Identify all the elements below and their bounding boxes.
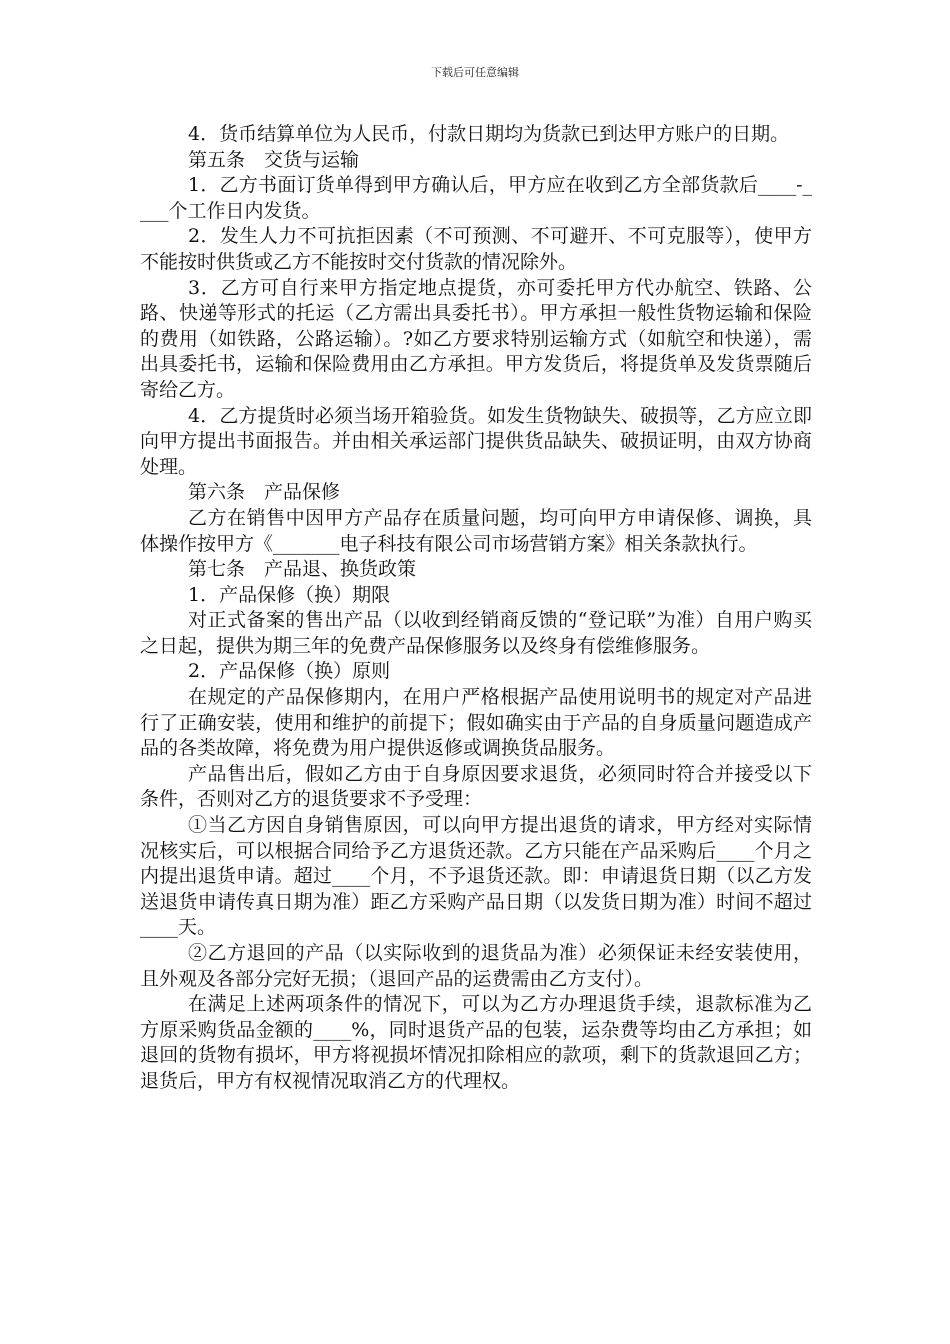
page-header: 下载后可任意编辑 <box>431 66 519 79</box>
paragraph-pickup-shipping: 3．乙方可自行来甲方指定地点提货，亦可委托甲方代办航空、铁路、公路、快递等形式的托运（乙方需出具委托书）。甲方承担一般性货物运输和保险的费用（如铁路，公路运输）。?如乙方要求特别运输方式（如航空和快递），需出具委托书，运输和保险费用由乙方承担。甲方发货后，将提货单及发货票随后寄给乙方。 <box>140 276 812 401</box>
section-heading-article-6: 第六条 产品保修 <box>188 481 341 504</box>
paragraph-return-condition-1: ①当乙方因自身销售原因，可以向甲方提出退货的请求，甲方经对实际情况核实后，可以根据合同给予乙方退货还款。乙方只能在产品采购后____个月之内提出退货申请。超过____个月，不予退货还款。即：申请退货日期（以乙方发送退货申请传真日期为准）距乙方采购产品日期（以发货日期为准）时间不超过____天。 <box>140 814 812 939</box>
paragraph-warranty-principle: 在规定的产品保修期内，在用户严格根据产品使用说明书的规定对产品进行了正确安装，使用和维护的前提下；假如确实由于产品的自身质量问题造成产品的各类故障，将免费为用户提供返修或调换货品服务。 <box>140 686 812 760</box>
paragraph-inspection: 4．乙方提货时必须当场开箱验货。如发生货物缺失、破损等，乙方应立即向甲方提出书面报告。并由相关承运部门提供货品缺失、破损证明，由双方协商处理。 <box>140 404 812 478</box>
paragraph-warranty-period: 对正式备案的售出产品（以收到经销商反馈的“登记联”为准）自用户购买之日起，提供为期三年的免费产品保修服务以及终身有偿维修服务。 <box>140 609 812 657</box>
paragraph-warranty: 乙方在销售中因甲方产品存在质量问题，均可向甲方申请保修、调换，具体操作按甲方《_______电子科技有限公司市场营销方案》相关条款执行。 <box>140 506 812 555</box>
subheading-warranty-principle: 2．产品保修（换）原则 <box>188 660 391 683</box>
paragraph-payment-currency: 4．货币结算单位为人民币，付款日期均为货款已到达甲方账户的日期。 <box>188 123 790 145</box>
paragraph-force-majeure: 2．发生人力不可抗拒因素（不可预测、不可避开、不可克服等），使甲方不能按时供货或乙方不能按时交付货款的情况除外。 <box>140 225 812 273</box>
paragraph-delivery-timing: 1．乙方书面订货单得到甲方确认后，甲方应在收到乙方全部货款后____-____个工作日内发货。 <box>140 174 812 222</box>
document-body <box>140 122 812 1095</box>
paragraph-refund-terms: 在满足上述两项条件的情况下，可以为乙方办理退货手续，退款标准为乙方原采购货品金额的____%，同时退货产品的包装，运杂费等均由乙方承担；如退回的货物有损坏，甲方将视损坏情况扣除相应的款项，剩下的货款退回乙方；退货后，甲方有权视情况取消乙方的代理权。 <box>140 993 812 1092</box>
subheading-warranty-period: 1．产品保修（换）期限 <box>188 583 391 606</box>
paragraph-return-conditions: 产品售出后，假如乙方由于自身原因要求退货，必须同时符合并接受以下条件，否则对乙方的退货要求不予受理： <box>140 762 812 811</box>
section-heading-article-7: 第七条 产品退、换货政策 <box>188 558 417 581</box>
paragraph-return-condition-2: ②乙方退回的产品（以实际收到的退货品为准）必须保证未经安装使用，且外观及各部分完好无损；（退回产品的运费需由乙方支付）。 <box>140 942 812 990</box>
section-heading-article-5: 第五条 交货与运输 <box>188 148 360 171</box>
